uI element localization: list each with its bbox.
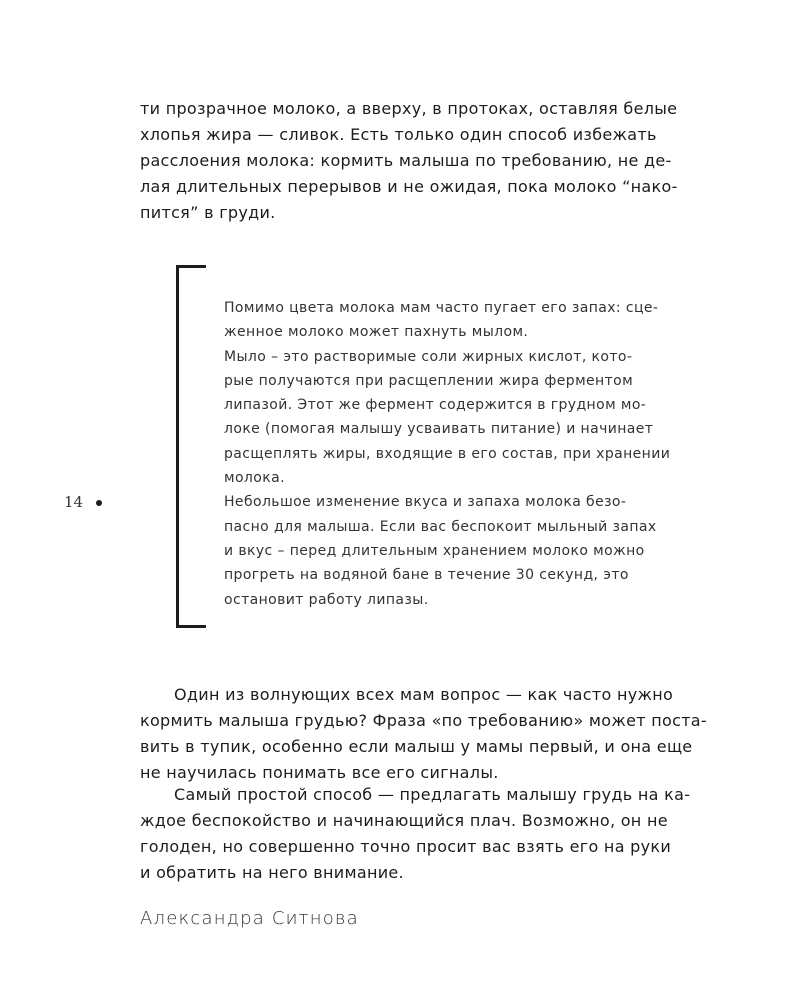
text-line: лая длительных перерывов и не ожидая, пока молоко “нако- [140,177,678,196]
callout-line: пасно для малыша. Если вас беспокоит мыльный запах [224,518,657,535]
text-line: ждое беспокойство и начинающийся плач. Возможно, он не [140,811,668,830]
callout-line: и вкус – перед длительным хранением молоко можно [224,542,645,559]
callout-line: прогреть на водяной бане в течение 30 секунд, это [224,567,629,584]
top-paragraph [140,96,716,226]
text-line: хлопья жира — сливок. Есть только один способ избежать [140,125,657,144]
page-number-bullet [96,500,102,506]
page-number: 14 [64,493,84,511]
callout-line: молока. [224,470,285,487]
text-line: Один из волнующих всех мам вопрос — как часто нужно [174,685,674,704]
callout-line: рые получаются при расщеплении жира ферментом [224,372,634,389]
text-line: пится” в груди. [140,203,276,222]
callout-line: Небольшое изменение вкуса и запаха молока безо- [224,494,627,511]
text-line: кормить малыша грудью? Фраза «по требованию» может поста- [140,711,707,730]
question-paragraph [140,682,716,786]
answer-paragraph [140,782,716,886]
callout-line: локе (помогая малышу усваивать питание) и начинает [224,421,654,438]
author-signature: Александра Ситнова [140,908,359,929]
text-line: вить в тупик, особенно если малыш у мамы первый, и она еще [140,737,693,756]
text-line: расслоения молока: кормить малыша по требованию, не де- [140,151,672,170]
text-line: Самый простой способ — предлагать малышу грудь на ка- [174,785,691,804]
callout-line: Помимо цвета молока мам часто пугает его запах: сце- [224,300,659,316]
callout-line: расщеплять жиры, входящие в его состав, при хранении [224,445,671,462]
callout-text [224,296,716,612]
text-line: не научилась понимать все его сигналы. [140,763,499,782]
text-line: голоден, но совершенно точно просит вас взять его на руки [140,837,672,856]
callout-line: женное молоко может пахнуть мылом. [224,324,529,341]
callout-line: липазой. Этот же фермент содержится в грудном мо- [224,397,647,414]
callout-line: остановит работу липазы. [224,591,429,608]
callout-bracket [176,265,206,628]
text-line: ти прозрачное молоко, а вверху, в протоках, оставляя белые [140,99,678,118]
text-line: и обратить на него внимание. [140,863,404,882]
callout-line: Мыло – это растворимые соли жирных кислот, кото- [224,348,633,365]
